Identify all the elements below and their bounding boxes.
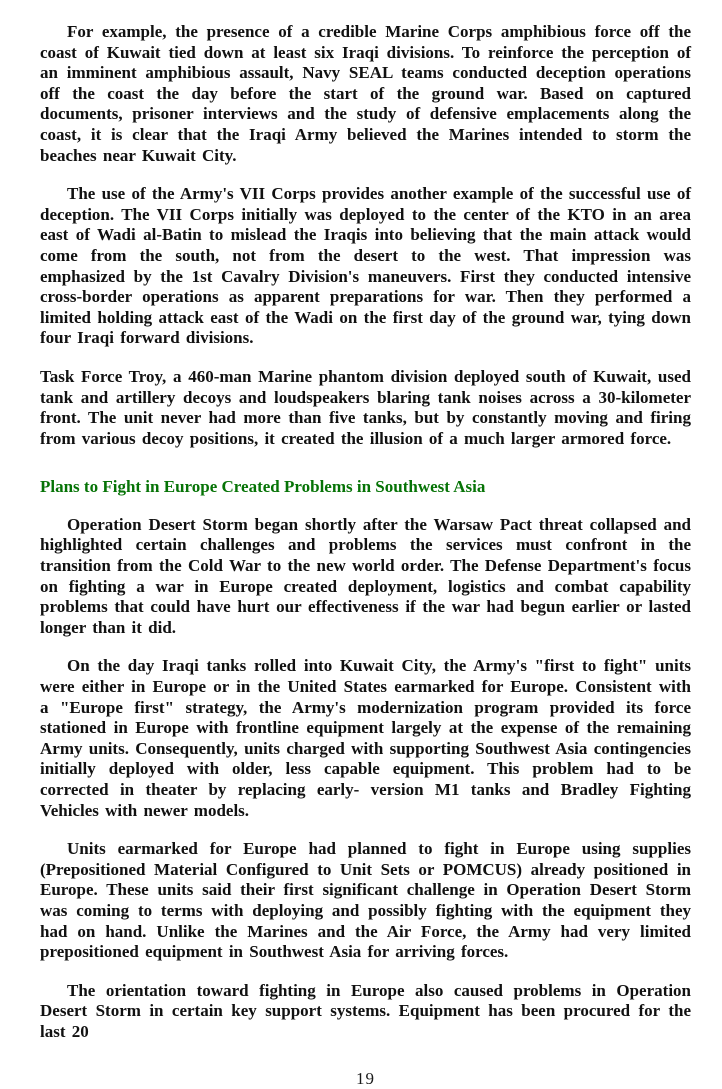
paragraph-support-systems: The orientation toward fighting in Europe also caused problems in Operation Desert Storm in certain key support systems. Equipment has been procured for the last 20 bbox=[40, 980, 691, 1041]
paragraph-task-force-troy: Task Force Troy, a 460-man Marine phantom division deployed south of Kuwait, used tank and artillery decoys and loudspeakers blaring tank noises across a 30-kilometer front. The unit never had more than five tanks, but by constantly moving and firing from various decoy positions, it created the illusion of a much larger armored force. bbox=[40, 366, 691, 448]
section-heading-plans-to-fight-in-europe: Plans to Fight in Europe Created Problems in Southwest Asia bbox=[40, 477, 486, 497]
paragraph-desert-storm-transition: Operation Desert Storm began shortly after the Warsaw Pact threat collapsed and highlighted certain challenges and problems the services must confront in the transition from the Cold War to the new world order. The Defense Department's focus on fighting a war in Europe created deployment, logistics and combat capability problems that could have hurt our effectiveness if the war had begun earlier or lasted longer than it did. bbox=[40, 514, 691, 637]
paragraph-marine-amphibious-deception: For example, the presence of a credible Marine Corps amphibious force off the coast of Kuwait tied down at least six Iraqi divisions. To reinforce the perception of an imminent amphibious assault, Navy SEAL teams conducted deception operations off the coast the day before the start of the ground war. Based on captured documents, prisoner interviews and the study of defensive emplacements along the coast, it is clear that the Iraqi Army believed the Marines intended to storm the beaches near Kuwait City. bbox=[40, 22, 691, 165]
page-number: 19 bbox=[356, 1068, 375, 1088]
paragraph-vii-corps-deception: The use of the Army's VII Corps provides another example of the successful use of deception. The VII Corps initially was deployed to the center of the KTO in an area east of Wadi al-Batin to mislead the Iraqis into believing that the main attack would come from the south, not from the desert to the west. That impression was emphasized by the 1st Cavalry Division's maneuvers. First they conducted intensive cross-border operations as apparent preparations for war. Then they performed a limited holding attack east of the Wadi on the first day of the ground war, tying down four Iraqi forward divisions. bbox=[40, 184, 691, 348]
paragraph-pomcus-supplies: Units earmarked for Europe had planned to fight in Europe using supplies (Prepositioned Material Configured to Unit Sets or POMCUS) already positioned in Europe. These units said their first significant challenge in Operation Desert Storm was coming to terms with deploying and possibly fighting with the equipment they had on hand. Unlike the Marines and the Air Force, the Army had very limited prepositioned equipment in Southwest Asia for arriving forces. bbox=[40, 839, 691, 962]
paragraph-first-to-fight-units: On the day Iraqi tanks rolled into Kuwait City, the Army's "first to fight" units were either in Europe or in the United States earmarked for Europe. Consistent with a "Europe first" strategy, the Army's modernization program provided its force stationed in Europe with frontline equipment largely at the expense of the remaining Army units. Consequently, units charged with supporting Southwest Asia contingencies initially deployed with older, less capable equipment. This problem had to be corrected in theater by replacing early- version M1 tanks and Bradley Fighting Vehicles with newer models. bbox=[40, 656, 691, 820]
